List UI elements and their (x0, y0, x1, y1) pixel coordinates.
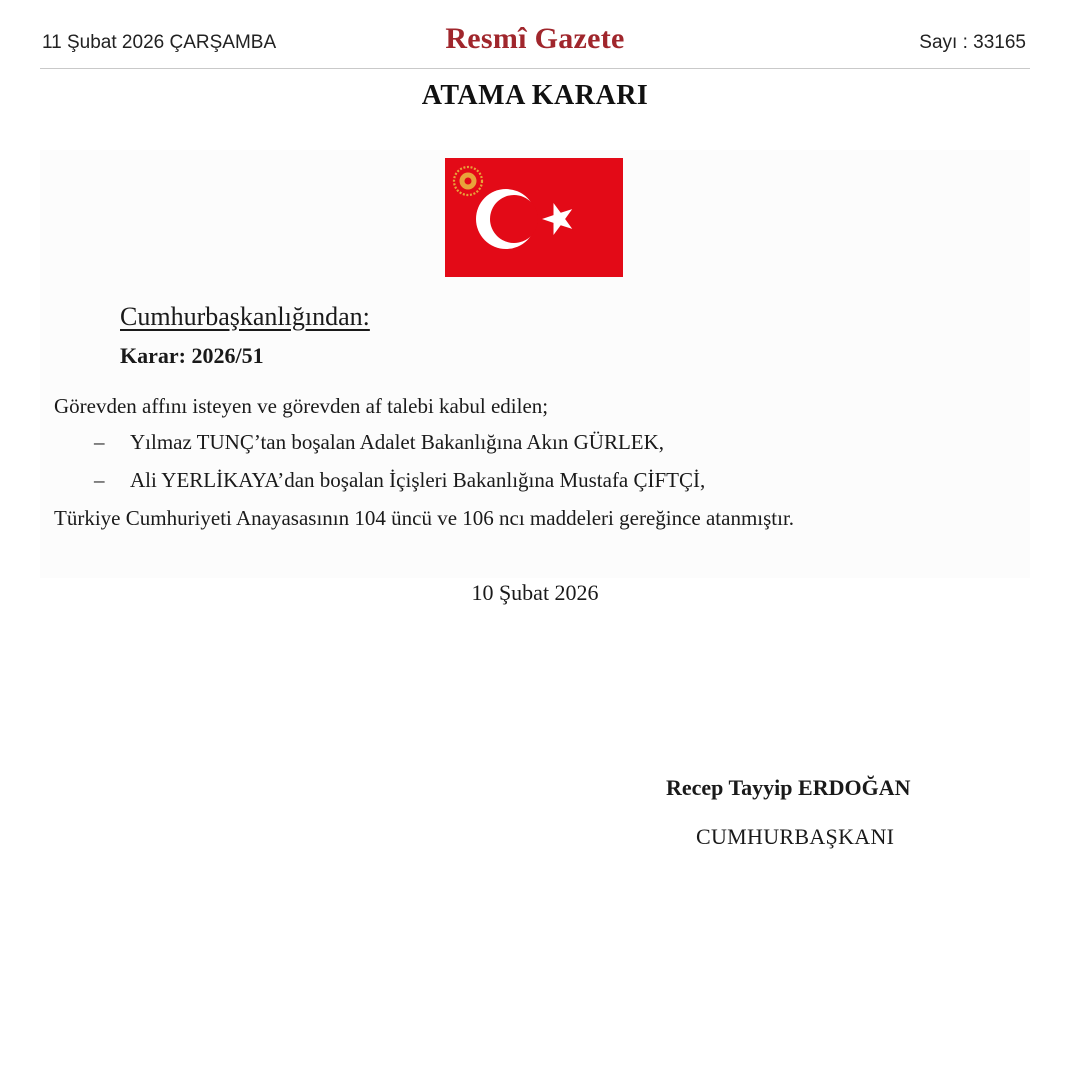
gazette-title: Resmî Gazete (445, 22, 625, 55)
header-divider (40, 68, 1030, 69)
issue-number: Sayı : 33165 (919, 32, 1026, 53)
appointment-item (94, 430, 664, 455)
document-heading: ATAMA KARARI (421, 80, 649, 111)
list-dash: – (94, 468, 105, 492)
appointment-text: Yılmaz TUNÇ’tan boşalan Adalet Bakanlığına Akın GÜRLEK, (130, 430, 665, 454)
signer-title: CUMHURBAŞKANI (696, 824, 895, 849)
gazette-header (0, 0, 1070, 70)
appointment-text: Ali YERLİKAYA’dan boşalan İçişleri Bakanlığına Mustafa ÇİFTÇİ, (130, 468, 706, 492)
decision-date: 10 Şubat 2026 (471, 580, 599, 605)
appointment-item (94, 468, 705, 493)
decision-number: Karar: 2026/51 (120, 343, 264, 368)
list-dash: – (94, 430, 105, 454)
issuing-authority: Cumhurbaşkanlığından: (120, 302, 370, 331)
turkish-flag-icon (445, 158, 623, 277)
signer-name: Recep Tayyip ERDOĞAN (666, 775, 911, 800)
header-date: 11 Şubat 2026 ÇARŞAMBA (42, 32, 277, 53)
legal-basis: Türkiye Cumhuriyeti Anayasasının 104 üncü ve 106 ncı maddeleri gereğince atanmıştır. (54, 506, 795, 530)
decision-intro: Görevden affını isteyen ve görevden af talebi kabul edilen; (54, 394, 549, 418)
